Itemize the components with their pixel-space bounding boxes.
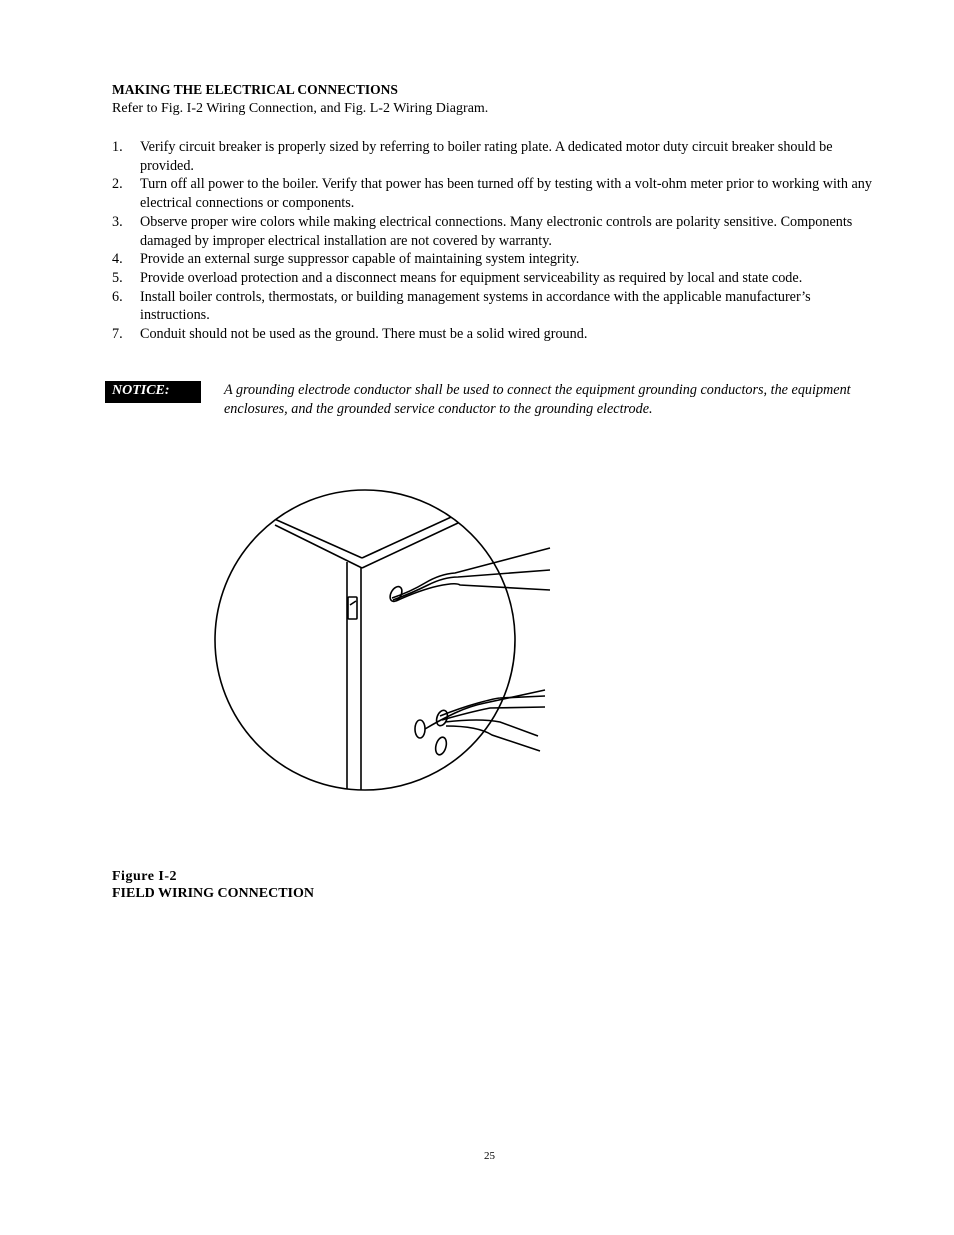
- list-item: [112, 175, 882, 212]
- step-number: 3.: [112, 213, 123, 230]
- list-item: [112, 325, 882, 344]
- step-number: 1.: [112, 139, 123, 155]
- boiler-corner: [270, 513, 460, 800]
- steps-list: [112, 138, 882, 344]
- detail-circle: [215, 490, 515, 790]
- step-number: 7.: [112, 326, 123, 343]
- step-number: 4.: [112, 251, 123, 268]
- list-item: [112, 250, 882, 269]
- lower-wires: [415, 690, 545, 756]
- list-item: [112, 213, 882, 250]
- list-item: [112, 269, 882, 288]
- step-text: Provide an external surge suppressor capable of maintaining system integrity.: [140, 251, 580, 268]
- step-text: Provide overload protection and a disconnect means for equipment serviceability as required by local and state code.: [140, 269, 803, 286]
- list-item: [112, 288, 882, 325]
- step-number: 6.: [112, 288, 123, 305]
- figure-caption: FIELD WIRING CONNECTION: [112, 886, 314, 901]
- switch-icon: [348, 597, 357, 619]
- notice-text: A grounding electrode conductor shall be used to connect the equipment grounding conductors, the equipment enclosures, and the grounded service conductor to the grounding electrode.: [224, 382, 851, 417]
- field-wiring-illustration: [200, 470, 570, 810]
- section-intro: Refer to Fig. I-2 Wiring Connection, and Fig. L-2 Wiring Diagram.: [112, 101, 489, 116]
- step-text: Verify circuit breaker is properly sized by referring to boiler rating plate. A dedicated motor duty circuit breaker should be provided.: [140, 139, 833, 174]
- step-text: Conduit should not be used as the ground. There must be a solid wired ground.: [140, 326, 588, 343]
- figure-number: Figure I-2: [112, 869, 178, 884]
- step-text: Turn off all power to the boiler. Verify that power has been turned off by testing with a volt-ohm meter prior to working with any electrical connections or components.: [140, 176, 872, 212]
- step-number: 5.: [112, 269, 123, 286]
- upper-wires: [388, 548, 550, 603]
- list-item: [112, 138, 882, 175]
- step-text: Observe proper wire colors while making electrical connections. Many electronic controls are polarity sensitive. Components damaged by improper electrical installation are not covered by warranty.: [140, 213, 853, 249]
- section-heading: MAKING THE ELECTRICAL CONNECTIONS: [112, 82, 398, 97]
- step-number: 2.: [112, 176, 123, 193]
- notice-label: NOTICE:: [105, 381, 201, 403]
- page-number: 25: [484, 1150, 495, 1162]
- step-text: Install boiler controls, thermostats, or building management systems in accordance with the applicable manufacturer’s instructions.: [140, 288, 811, 324]
